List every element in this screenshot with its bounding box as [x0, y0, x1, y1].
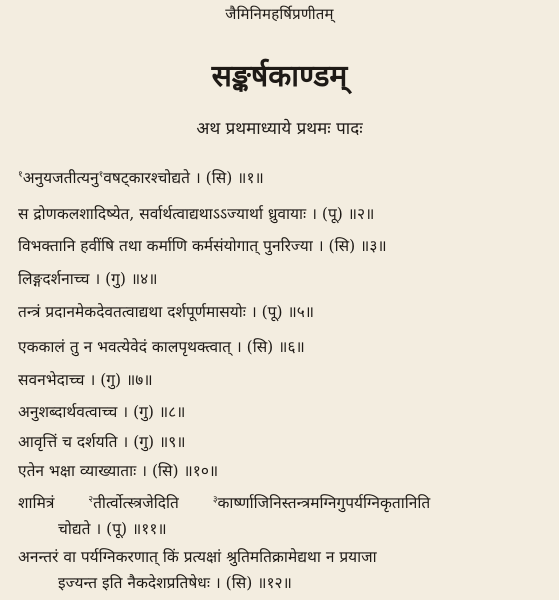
sutra-11: [18, 490, 546, 542]
sutra-10: [18, 457, 546, 485]
sutra-9: [18, 428, 546, 456]
sutra-12: [18, 544, 546, 596]
sutra-text: अनुयजतीत्यनु: [22, 169, 99, 187]
sutra-text: तीर्त्वोत्स्त्रजेदिति: [93, 494, 179, 512]
sutra-text: अनुशब्दार्थवत्वाच्च । (गु) ॥८॥: [18, 403, 186, 421]
footnote-mark: १: [18, 169, 23, 180]
sutra-4: [18, 265, 546, 293]
sutra-text: लिङ्गदर्शनाच्च । (गु) ॥४॥: [18, 270, 158, 288]
sutra-text: विभक्तानि हवींषि तथा कर्माणि कर्मसंयोगात् पुनरिज्या । (सि) ॥३॥: [18, 237, 387, 255]
sutra-text: चोद्यते । (पू) ॥११॥: [58, 520, 167, 538]
sutra-text: सवनभेदाच्च । (गु) ॥७॥: [18, 371, 153, 389]
footnote-mark: ३: [212, 494, 218, 505]
sutra-text: शामित्रं: [18, 494, 55, 512]
author-line: जैमिनिमहर्षिप्रणीतम्: [225, 5, 334, 23]
sutra-text: कार्ष्णाजिनिस्तन्त्रमग्निगुपर्यग्निकृतानिति: [217, 494, 431, 512]
sutra-6: [18, 333, 546, 361]
footnote-mark: १: [98, 169, 104, 180]
sutra-text: एककालं तु न भवत्येवेदं कालपृथक्त्वात् । (सि) ॥६॥: [18, 338, 305, 356]
sutra-1: [18, 164, 546, 192]
page-title: सङ्कर्षकाण्डम्: [211, 59, 348, 94]
footnote-mark: २: [88, 494, 94, 505]
sutra-text: एतेन भक्षा व्याख्याताः । (सि) ॥१०॥: [18, 462, 219, 480]
sutra-text: स द्रोणकलशादिष्येत, सर्वार्थत्वाद्यथाऽऽज्यार्था ध्रुवायाः । (पू) ॥२॥: [18, 205, 375, 223]
sutra-8: [18, 398, 546, 426]
section-heading: अथ प्रथमाध्याये प्रथमः पादः: [196, 119, 363, 139]
sutra-text: वषट्कारश्चोद्यते । (सि) ॥१॥: [103, 169, 264, 187]
sutra-text: आवृत्तिं च दर्शयति । (गु) ॥९॥: [18, 433, 186, 451]
sutra-2: [18, 200, 546, 228]
sutra-text: तन्त्रं प्रदानमेकदेवतत्वाद्यथा दर्शपूर्णमासयोः । (पू) ॥५॥: [18, 303, 315, 321]
sutra-3: [18, 232, 546, 260]
sutra-5: [18, 298, 546, 326]
sutra-text: इज्यन्त इति नैकदेशप्रतिषेधः । (सि) ॥१२॥: [58, 574, 292, 592]
sutra-7: [18, 366, 546, 394]
sutra-text: अनन्तरं वा पर्यग्निकरणात् किं प्रत्यक्षां श्रुतिमतिक्रामेद्यथा न प्रयाजा: [18, 548, 377, 566]
